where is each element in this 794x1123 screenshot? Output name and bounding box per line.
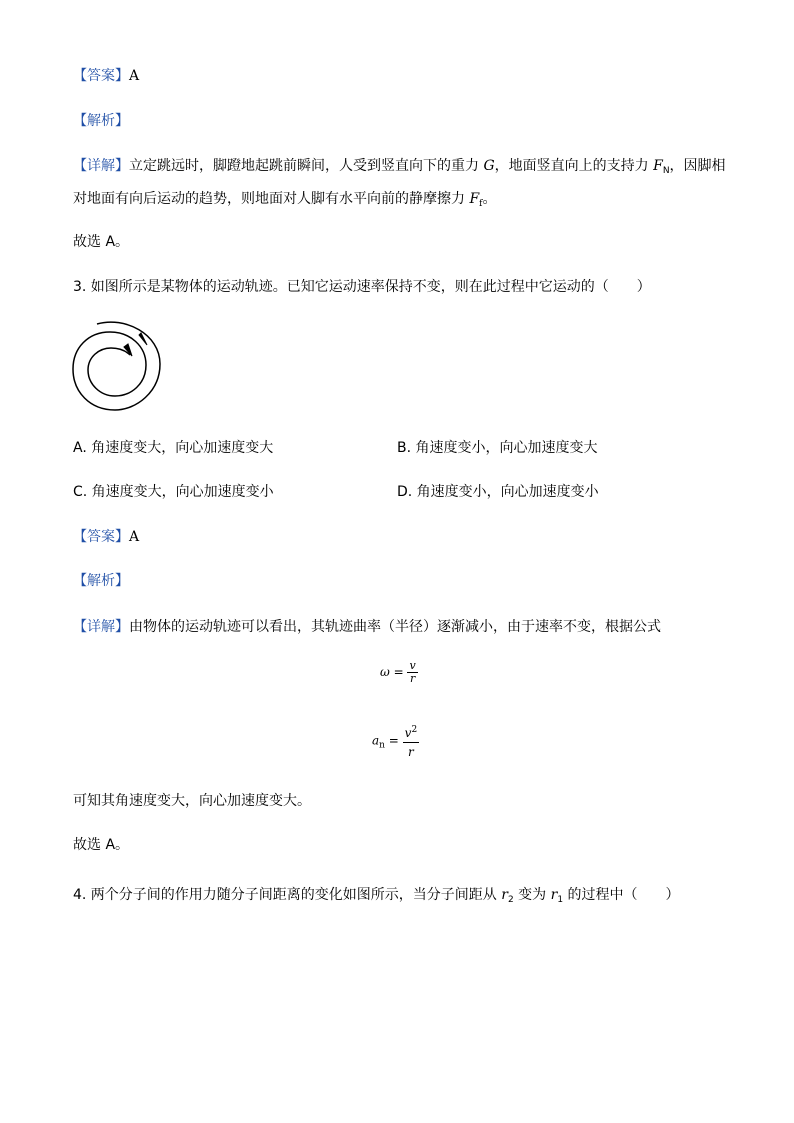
analysis-tag: 【解析】 <box>73 113 129 129</box>
spiral-trajectory-icon <box>70 318 166 414</box>
q2-answer <box>73 66 139 86</box>
q2-analysis <box>73 111 129 131</box>
equals-sign: = <box>384 733 399 748</box>
stem-text: 的过程中（ ） <box>563 887 680 903</box>
q3-conclusion: 故选 A。 <box>73 837 130 853</box>
detail-text: 由物体的运动轨迹可以看出，其轨迹曲率（半径）逐渐减小，由于速率不变，根据公式 <box>129 619 661 635</box>
q3-result: 可知其角速度变大，向心加速度变大。 <box>73 793 311 809</box>
subscript-1: 1 <box>557 895 564 905</box>
symbol-G: G <box>483 158 495 174</box>
q2-detail-line2 <box>73 189 497 214</box>
formula-an <box>372 721 419 761</box>
denominator: r <box>409 672 416 685</box>
answer-value: A <box>129 529 140 545</box>
subscript-f: f <box>479 199 483 209</box>
formula-omega <box>380 660 418 685</box>
detail-text: 立定跳远时，脚蹬地起跳前瞬间，人受到竖直向下的重力 <box>129 158 484 174</box>
detail-tag: 【详解】 <box>73 619 129 635</box>
subscript-n: n <box>379 740 385 751</box>
option-c: C. 角速度变大，向心加速度变小 <box>73 484 274 500</box>
detail-text: ，因脚相 <box>669 158 726 174</box>
detail-text: ，地面竖直向上的支持力 <box>494 158 654 174</box>
q2-detail-line1 <box>73 156 726 181</box>
detail-tag: 【详解】 <box>73 158 129 174</box>
option-d: D. 角速度变小，向心加速度变小 <box>397 484 599 500</box>
detail-text: 对地面有向后运动的趋势，则地面对人脚有水平向前的静摩擦力 <box>73 191 470 207</box>
analysis-tag: 【解析】 <box>73 573 129 589</box>
numerator: v <box>409 659 416 672</box>
symbol-r: r <box>501 887 508 903</box>
formula-lhs: ω = <box>380 665 404 679</box>
detail-text: 。 <box>482 191 497 207</box>
symbol-F: F <box>469 191 480 207</box>
subscript-2: 2 <box>507 895 514 905</box>
numerator <box>403 721 420 743</box>
q3-analysis <box>73 571 129 591</box>
superscript-2: 2 <box>411 725 418 735</box>
stem-text: 4. 两个分子间的作用力随分子间距离的变化如图所示，当分子间距从 <box>73 887 502 903</box>
q4-stem <box>73 885 680 910</box>
symbol-r: r <box>550 887 558 903</box>
subscript-N: N <box>662 166 670 176</box>
option-a: A. 角速度变大，向心加速度变大 <box>73 440 274 456</box>
q3-answer <box>73 527 139 547</box>
option-b: B. 角速度变小，向心加速度变大 <box>397 440 598 456</box>
formula-lhs: a <box>372 733 380 748</box>
answer-tag: 【答案】 <box>73 68 129 84</box>
answer-value: A <box>129 68 140 84</box>
stem-text: 变为 <box>513 887 551 903</box>
symbol-F: F <box>653 158 663 174</box>
q3-stem: 3. 如图所示是某物体的运动轨迹。已知它运动速率保持不变，则在此过程中它运动的（ ） <box>73 279 651 295</box>
fraction <box>403 721 420 761</box>
fraction <box>407 660 417 685</box>
q3-detail <box>73 617 661 637</box>
answer-tag: 【答案】 <box>73 529 129 545</box>
numerator-v: v <box>404 726 412 740</box>
q2-conclusion: 故选 A。 <box>73 234 130 250</box>
denominator: r <box>408 745 414 759</box>
